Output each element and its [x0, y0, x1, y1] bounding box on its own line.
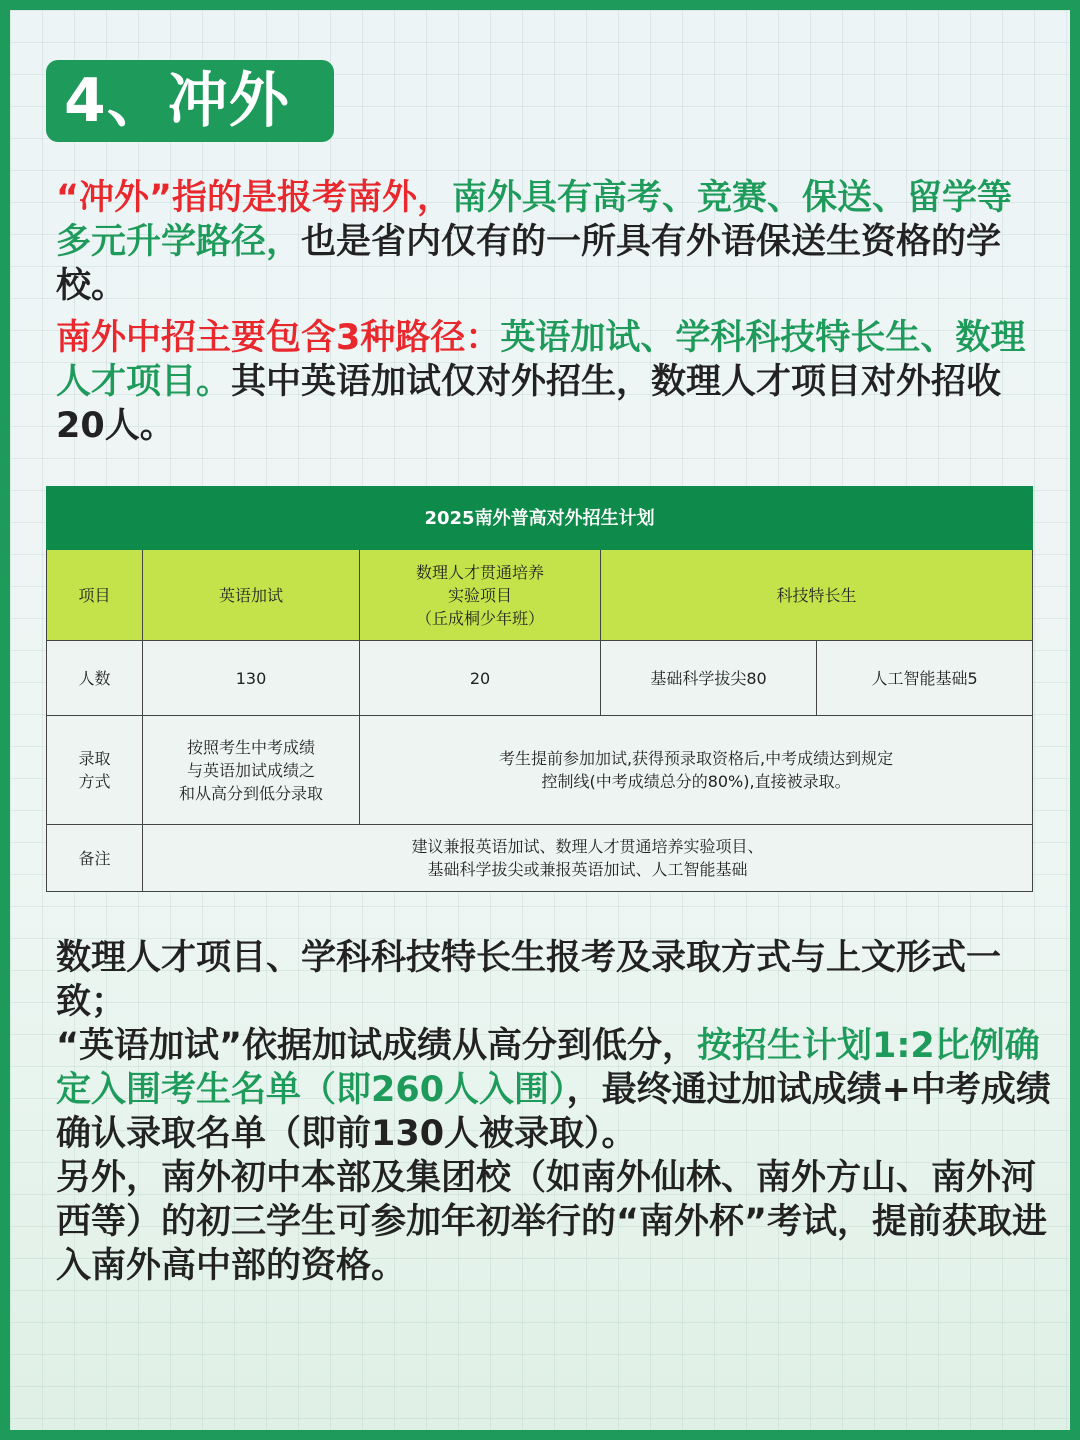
- outro-paragraph-1: 数理人才项目、学科科技特长生报考及录取方式与上文形式一致；: [56, 938, 1002, 1022]
- outro-black-phrase-2: ，最终通过加试成绩+中考成绩确认录取名单（即前130人被录取）。: [56, 1070, 1051, 1154]
- count-tech-science: 基础科学拔尖80: [601, 641, 817, 716]
- header-tech-specialty: 科技特长生: [601, 550, 1033, 641]
- count-tech-ai: 人工智能基础5: [817, 641, 1033, 716]
- enrollment-plan-table: [46, 486, 1033, 892]
- intro-text: [56, 176, 1046, 456]
- section-title: 4、冲外: [46, 60, 334, 142]
- note-text-line2: 基础科学拔尖或兼报英语加试、人工智能基础: [427, 860, 748, 879]
- outro-text: [56, 936, 1052, 1288]
- admission-label: [47, 716, 143, 825]
- outro-paragraph-3: 另外，南外初中本部及集团校（如南外仙林、南外方山、南外河西等）的初三学生可参加年初举行的“南外杯”考试，提前获取进入南外高中部的资格。: [56, 1158, 1048, 1286]
- admission-english-line1: 按照考生中考成绩: [186, 737, 315, 757]
- admission-others: [360, 716, 1033, 825]
- admission-others-line2: 控制线(中考成绩总分的80%),直接被录取。: [541, 772, 851, 791]
- table-row-count: [47, 641, 1033, 716]
- note-text-line1: 建议兼报英语加试、数理人才贯通培养实验项目、: [411, 837, 764, 856]
- admission-label-line2: 方式: [78, 772, 111, 791]
- intro-red-phrase: “冲外”指的是报考南外，: [56, 178, 453, 218]
- note-label: 备注: [47, 825, 143, 892]
- admission-english-line3: 和从高分到低分录取: [178, 783, 323, 803]
- header-item: 项目: [47, 550, 143, 641]
- header-math-line2: 实验项目: [447, 585, 512, 605]
- intro-black-phrase: 也是省内仅有的一所具有外语保送生资格的学校。: [56, 222, 1002, 306]
- intro-paragraph-1: [56, 176, 1046, 308]
- count-english: 130: [143, 641, 360, 716]
- admission-english: [143, 716, 360, 825]
- admission-others-line1: 考生提前参加加试,获得预录取资格后,中考成绩达到规定: [498, 749, 894, 768]
- outro-paragraph-2: [56, 1024, 1052, 1156]
- note-text: [143, 825, 1033, 892]
- header-math-line1: 数理人才贯通培养: [415, 562, 544, 582]
- count-label: 人数: [47, 641, 143, 716]
- paths-red-phrase: 南外中招主要包含3种路径：: [56, 318, 501, 358]
- table-caption: 2025南外普高对外招生计划: [47, 487, 1033, 550]
- outro-black-phrase-1: “英语加试”依据加试成绩从高分到低分，: [56, 1026, 698, 1066]
- table-caption-row: [47, 487, 1033, 550]
- header-math-line3: （丘成桐少年班）: [415, 608, 544, 628]
- header-math-program: [360, 550, 601, 641]
- header-english-test: 英语加试: [143, 550, 360, 641]
- admission-label-line1: 录取: [78, 749, 111, 768]
- paths-green-phrase: 英语加试、学科科技特长生、数理人才项目。: [56, 318, 1026, 402]
- admission-english-line2: 与英语加试成绩之: [186, 760, 315, 780]
- paths-black-phrase: 其中英语加试仅对外招生，数理人才项目对外招收20人。: [56, 362, 1002, 446]
- intro-paragraph-2: [56, 316, 1046, 448]
- table-row-note: [47, 825, 1033, 892]
- table-header-row: [47, 550, 1033, 641]
- count-math: 20: [360, 641, 601, 716]
- intro-green-phrase: 南外具有高考、竞赛、保送、留学等多元升学路径，: [56, 178, 1013, 262]
- outro-green-phrase: 按招生计划1:2比例确定入围考生名单（即260人入围）: [56, 1026, 1040, 1110]
- table-row-admission: [47, 716, 1033, 825]
